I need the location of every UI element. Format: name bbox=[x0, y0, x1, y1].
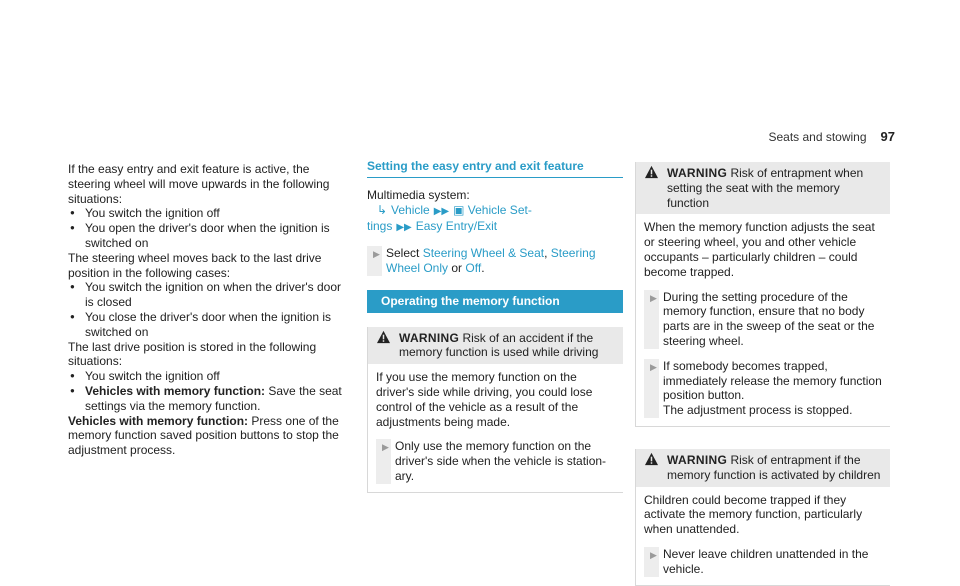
return-arrow-icon: ↳ bbox=[377, 202, 388, 217]
option-off: Off bbox=[465, 260, 482, 275]
move-back-paragraph: The steering wheel moves back to the last drive position in the following cases: bbox=[68, 250, 322, 280]
memory-paragraph bbox=[68, 414, 344, 458]
option-steering-wheel-seat: Steering Wheel & Seat bbox=[422, 246, 545, 261]
warning-body-text: Children could become trapped if they activate the memory function, particularly when unattended. bbox=[644, 492, 863, 537]
section-name: Seats and stowing bbox=[768, 130, 867, 144]
intro-paragraph: If the easy entry and exit feature is active, the steering wheel will move upwards in the following situations: bbox=[68, 162, 330, 206]
triangle-bullet-icon: ▶ bbox=[382, 442, 389, 453]
warning-step bbox=[644, 290, 882, 349]
stored-paragraph: The last drive position is stored in the following situations: bbox=[68, 339, 317, 369]
warning-header-text: Risk of an accident if the memory function is used while driving bbox=[399, 330, 599, 360]
double-chevron-icon: ▶▶ bbox=[396, 222, 412, 234]
page-number: 97 bbox=[880, 129, 895, 144]
warning-triangle-icon bbox=[376, 330, 391, 344]
warning-header-text: Risk of entrapment if the memory function is activated by children bbox=[667, 452, 881, 482]
triangle-bullet-icon: ▶ bbox=[650, 361, 657, 372]
column-3 bbox=[635, 162, 890, 586]
triangle-bullet-icon: ▶ bbox=[373, 249, 380, 260]
list-item-text: Save the seat settings via the memory function. bbox=[85, 383, 342, 413]
warning-label: WARNING bbox=[399, 330, 460, 345]
menu-path-cont bbox=[367, 219, 623, 236]
step-text: Only use the memory function on the driver's side when the vehicle is station-ary. bbox=[395, 439, 607, 483]
separator: . bbox=[481, 260, 485, 275]
section-title: Setting the easy entry and exit feature bbox=[367, 159, 623, 178]
list-item: ● You switch the ignition on when the driver's door is closed bbox=[68, 280, 344, 310]
warning-header bbox=[636, 449, 890, 487]
step-text: Never leave children unattended in the vehicle. bbox=[663, 546, 869, 576]
list-move-up bbox=[68, 206, 344, 250]
separator: or bbox=[451, 260, 463, 275]
column-1 bbox=[68, 162, 344, 458]
warning-box bbox=[367, 327, 623, 493]
list-item: ● You open the driver's door when the ignition is switched on bbox=[68, 221, 344, 251]
path-label: Multimedia system: bbox=[367, 187, 470, 202]
step-text: If somebody becomes trapped, immediately release the memory function position button. bbox=[663, 358, 882, 403]
warning-step bbox=[644, 547, 882, 577]
warning-step bbox=[376, 439, 615, 483]
warning-triangle-icon bbox=[644, 165, 659, 179]
list-item: ● You close the driver's door when the ignition is switched on bbox=[68, 310, 344, 340]
triangle-bullet-icon: ▶ bbox=[650, 292, 657, 303]
memory-paragraph-text: Press one of the memory function saved position buttons to stop the adjustment process. bbox=[68, 413, 339, 458]
warning-label: WARNING bbox=[667, 452, 728, 467]
column-2 bbox=[367, 159, 623, 493]
bold-label: Vehicles with memory function: bbox=[68, 413, 249, 428]
warning-triangle-icon bbox=[644, 452, 659, 466]
warning-step bbox=[644, 359, 882, 418]
option-steering-wheel-only: Steering Wheel Only bbox=[386, 246, 596, 275]
menu-path bbox=[367, 203, 623, 220]
warning-header-text: Risk of entrapment when setting the seat with the memory function bbox=[667, 166, 864, 210]
triangle-bullet-icon: ▶ bbox=[650, 549, 657, 560]
warning-header bbox=[368, 327, 623, 365]
path-vehicle: Vehicle bbox=[391, 202, 430, 217]
select-step bbox=[367, 246, 623, 276]
list-stored bbox=[68, 369, 344, 413]
warning-box bbox=[635, 162, 890, 427]
page-header bbox=[768, 130, 895, 145]
path-settings: Vehicle Set- bbox=[467, 202, 532, 217]
bold-label: Vehicles with memory function: bbox=[85, 383, 266, 398]
separator: , bbox=[544, 246, 548, 261]
warning-body bbox=[636, 487, 890, 585]
path-settings-cont: tings bbox=[367, 219, 393, 234]
settings-car-icon: ▣ bbox=[453, 202, 465, 217]
warning-body bbox=[368, 364, 623, 492]
step-text: During the setting procedure of the memory function, ensure that no body parts are in the sweep of the seat or the steering wheel. bbox=[663, 289, 875, 348]
warning-body bbox=[636, 214, 890, 426]
warning-body-text: When the memory function adjusts the seat or steering wheel, you and other vehicle occupants – particularly children – could become trapped. bbox=[644, 220, 875, 279]
section-bar: Operating the memory function bbox=[367, 290, 623, 313]
list-move-back bbox=[68, 280, 344, 339]
step-text: Select bbox=[386, 246, 420, 261]
warning-box bbox=[635, 449, 890, 586]
step-result: The adjustment process is stopped. bbox=[663, 403, 853, 418]
warning-body-text: If you use the memory function on the driver's side while driving, you could lose control of the vehicle as a result of the adjustments being made. bbox=[376, 370, 593, 429]
double-chevron-icon: ▶▶ bbox=[433, 205, 450, 217]
path-easy-entry: Easy Entry/Exit bbox=[415, 219, 498, 234]
list-item: ● You switch the ignition off bbox=[68, 206, 344, 221]
warning-label: WARNING bbox=[667, 166, 728, 180]
warning-header bbox=[636, 162, 890, 214]
list-item bbox=[68, 384, 344, 414]
list-item: ● You switch the ignition off bbox=[68, 369, 344, 384]
